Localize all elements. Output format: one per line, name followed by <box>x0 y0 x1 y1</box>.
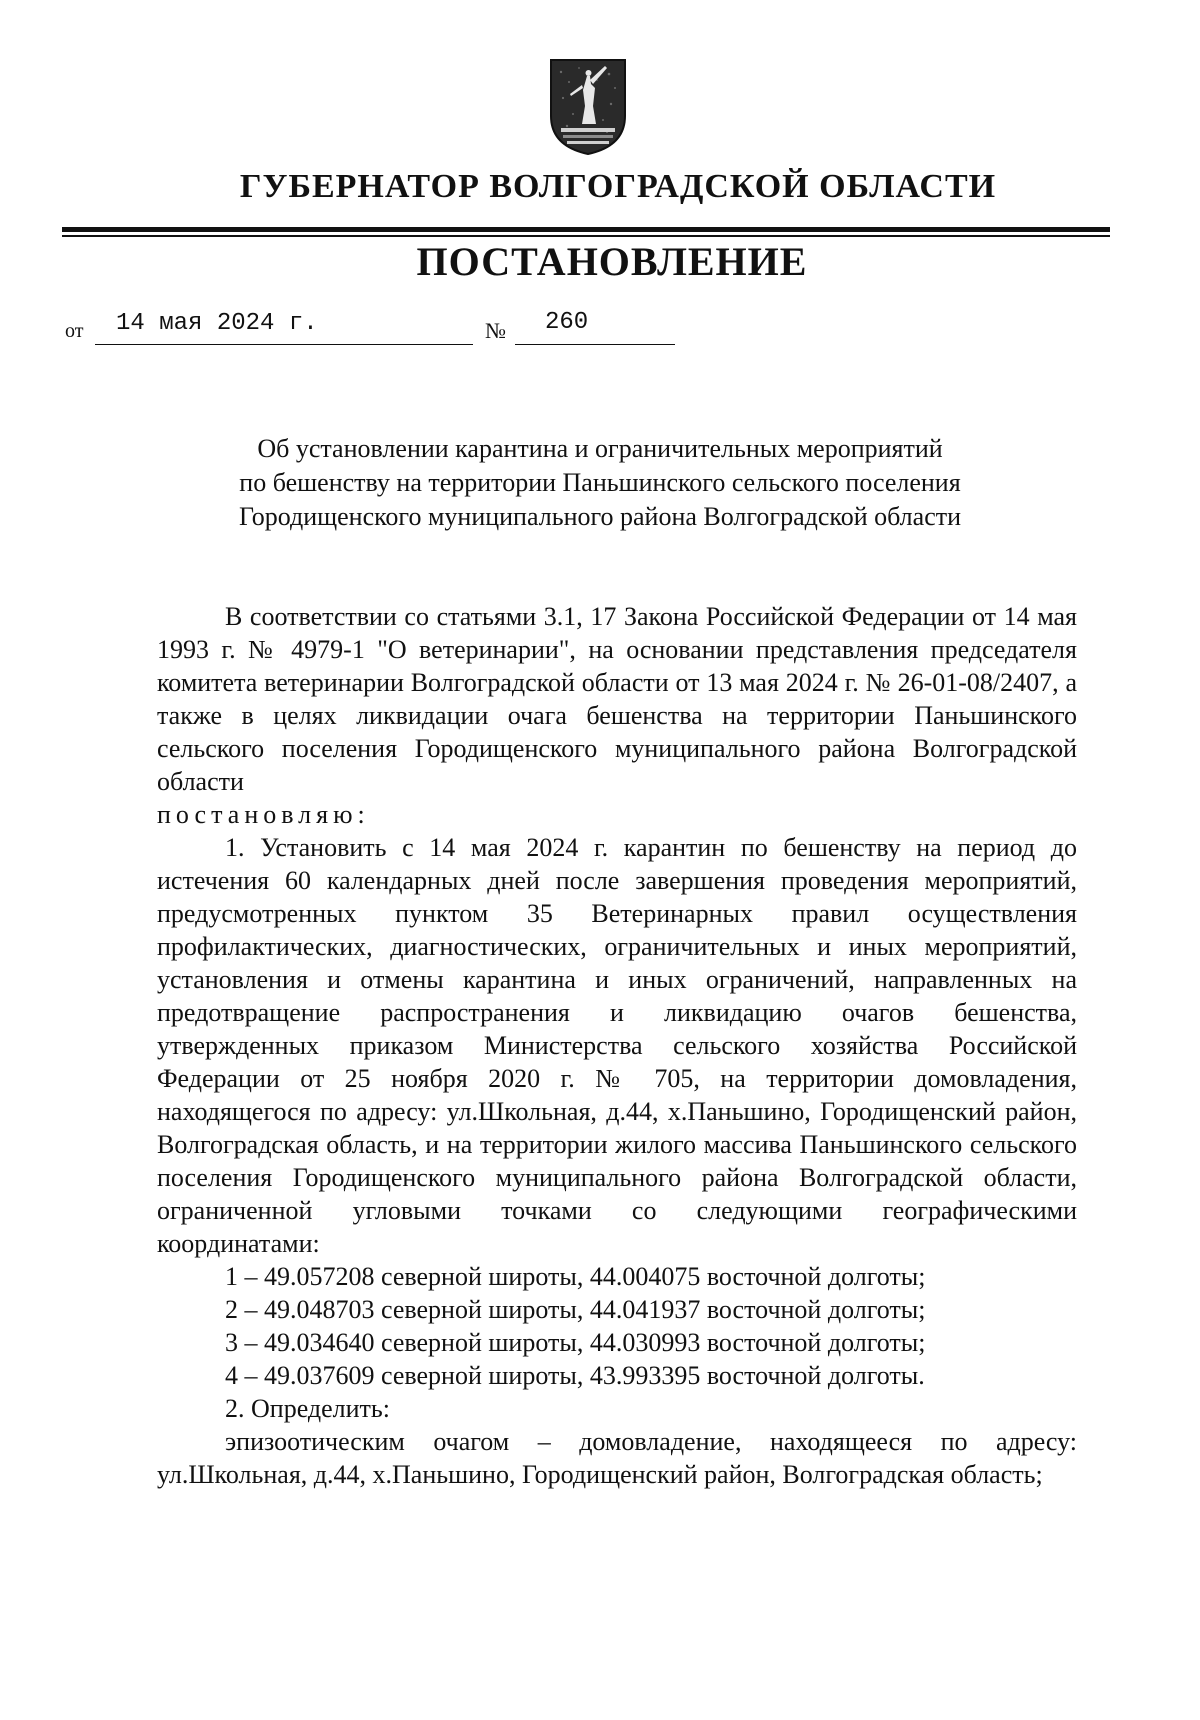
resolve-word: постановляю: <box>157 800 370 829</box>
coordinate-point: 2 – 49.048703 северной широты, 44.041937 восточной долготы; <box>225 1295 926 1324</box>
header-rule-thick <box>62 227 1110 232</box>
title-line: по бешенству на территории Паньшинского сельского поселения <box>239 468 961 497</box>
item-2-paragraph: эпизоотическим очагом – домовладение, находящееся по адресу: ул.Школьная, д.44, х.Паньшино, Городищенский район, Волгоградская область; <box>157 1427 1077 1489</box>
document-body <box>157 600 1077 1491</box>
number-underline <box>515 344 675 345</box>
coordinate-point: 3 – 49.034640 северной широты, 44.030993 восточной долготы; <box>225 1328 926 1357</box>
document-type: ПОСТАНОВЛЕНИЕ <box>416 239 808 284</box>
coordinate-point: 4 – 49.037609 северной широты, 43.993395 восточной долготы. <box>225 1361 925 1390</box>
volgograd-coat-of-arms-icon <box>549 58 627 156</box>
date-label: от <box>65 320 84 342</box>
coordinate-point: 1 – 49.057208 северной широты, 44.004075 восточной долготы; <box>225 1262 926 1291</box>
issuing-authority: ГУБЕРНАТОР ВОЛГОГРАДСКОЙ ОБЛАСТИ <box>239 168 997 205</box>
preamble-paragraph: В соответствии со статьями 3.1, 17 Закона Российской Федерации от 14 мая 1993 г. № 4979-1 "О ветеринарии", на основании представления председателя комитета ветеринарии Волгоградской области от 13 мая 2024 г. № 26-01-08/2407, а также в целях ликвидации очага бешенства на территории Паньшинского сельского поселения Городищенского муниципального района Волгоградской области <box>157 602 1077 796</box>
title-line: Городищенского муниципального района Волгоградской области <box>238 502 962 531</box>
title-line: Об установлении карантина и ограничительных мероприятий <box>257 434 943 463</box>
item-1-paragraph: 1. Установить с 14 мая 2024 г. карантин по бешенству на период до истечения 60 календарных дней после завершения проведения мероприятий, предусмотренных пунктом 35 Ветеринарных правил осуществления профилактических, диагностических, ограничительных и иных мероприятий, установления и отмены карантина и иных ограничений, направленных на предотвращение распространения и ликвидацию очагов бешенства, утвержденных приказом Министерства сельского хозяйства Российской Федерации от 25 ноября 2020 г. № 705, на территории домовладения, находящегося по адресу: ул.Школьная, д.44, х.Паньшино, Городищенский район, Волгоградская область, и на территории жилого массива Паньшинского сельского поселения Городищенского муниципального района Волгоградской области, ограниченной угловыми точками со следующими географическими координатами: <box>157 833 1077 1258</box>
document-date: 14 мая 2024 г. <box>116 310 318 337</box>
header-rule-thin <box>62 235 1110 237</box>
document-number: 260 <box>545 309 589 336</box>
number-label: № <box>485 318 506 343</box>
document-title <box>150 432 1050 534</box>
item-2-heading: 2. Определить: <box>225 1394 390 1423</box>
date-underline <box>95 344 473 345</box>
